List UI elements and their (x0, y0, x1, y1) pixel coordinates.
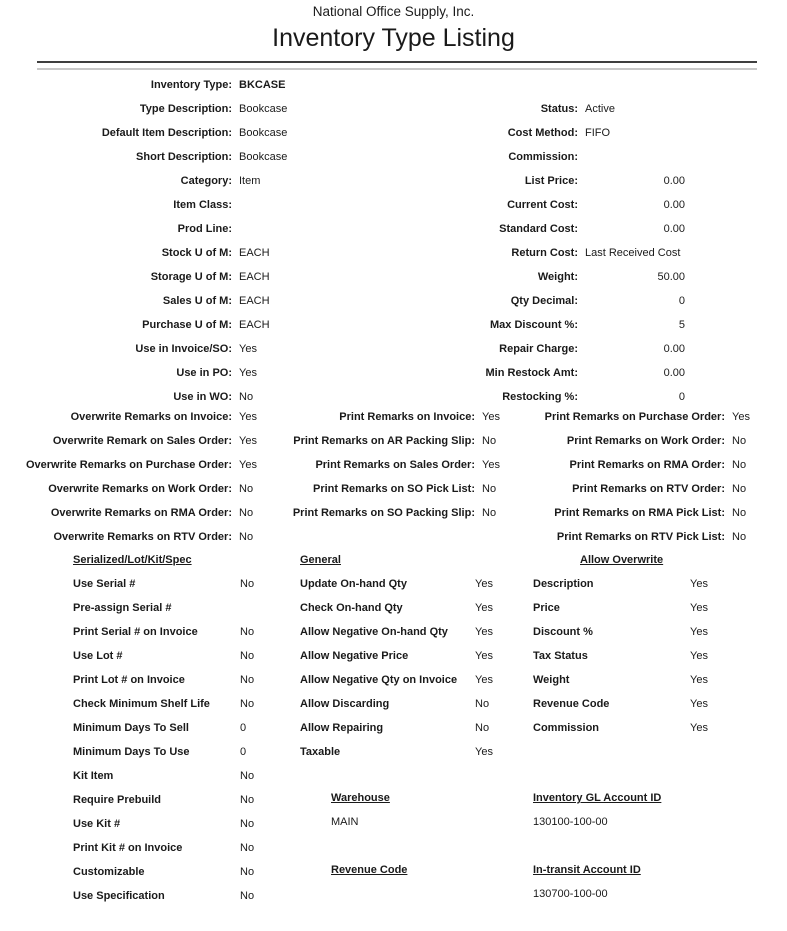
field-label: Price (533, 602, 560, 614)
field-value: Yes (239, 435, 257, 447)
field-row (300, 740, 493, 764)
field-value: 0 (678, 295, 685, 307)
field-row (300, 572, 493, 596)
header-divider-light (37, 68, 757, 70)
field-value: No (240, 626, 255, 638)
field-row (73, 836, 254, 860)
field-row (0, 361, 287, 385)
field-value: EACH (239, 319, 270, 331)
field-label: Weight: (537, 271, 578, 283)
field-row (73, 572, 254, 596)
field-value: No (240, 794, 255, 806)
field-value: No (475, 722, 490, 734)
field-row (0, 405, 257, 429)
field-value: Item (239, 175, 261, 187)
field-value: EACH (239, 295, 270, 307)
field-label: Category: (180, 175, 232, 187)
field-row (73, 692, 254, 716)
field-value: Yes (482, 459, 500, 471)
field-label: Print Remarks on AR Packing Slip: (293, 435, 475, 447)
field-row (0, 477, 257, 501)
field-value: No (240, 674, 255, 686)
field-label: Overwrite Remark on Sales Order: (52, 435, 232, 447)
field-label: Current Cost: (507, 199, 578, 211)
field-row (0, 313, 287, 337)
field-row (73, 644, 254, 668)
field-value: No (732, 483, 747, 495)
field-row (0, 169, 287, 193)
field-value: Yes (239, 367, 257, 379)
field-label: Short Description: (136, 151, 232, 163)
field-value: No (240, 698, 255, 710)
field-label: Allow Negative Price (300, 650, 409, 662)
field-value: Bookcase (239, 127, 288, 139)
in-transit-account-value: 130700-100-00 (533, 888, 608, 900)
field-label: Prod Line: (177, 223, 232, 235)
field-value: No (482, 507, 497, 519)
field-value: No (239, 531, 254, 543)
field-row (73, 764, 254, 788)
field-row (0, 121, 287, 145)
field-value: Yes (690, 722, 708, 734)
header-divider-dark (37, 61, 757, 63)
field-row (0, 501, 257, 525)
field-value: 0.00 (663, 223, 685, 235)
field-value: Yes (475, 578, 493, 590)
field-row (520, 525, 750, 549)
section-header-general: General (300, 554, 341, 566)
field-label: Check Minimum Shelf Life (73, 698, 210, 710)
field-row (400, 313, 685, 337)
field-label: Overwrite Remarks on RTV Order: (53, 531, 232, 543)
field-row (400, 169, 685, 193)
field-row (533, 572, 708, 596)
field-row (400, 265, 685, 289)
field-label: Standard Cost: (499, 223, 578, 235)
field-label: Use Serial # (73, 578, 136, 590)
field-row (73, 620, 254, 644)
field-value: No (732, 531, 747, 543)
field-label: Use Specification (73, 890, 165, 902)
field-row (73, 788, 254, 812)
field-row (73, 884, 254, 908)
field-row (400, 361, 685, 385)
field-row (270, 477, 500, 501)
field-label: Stock U of M: (161, 247, 232, 259)
field-value: 0.00 (663, 199, 685, 211)
field-value: No (475, 698, 490, 710)
field-label: Status: (540, 103, 578, 115)
field-value: 50.00 (657, 271, 685, 283)
field-label: Overwrite Remarks on Invoice: (70, 411, 232, 423)
field-row (300, 668, 493, 692)
field-row (533, 620, 708, 644)
field-value: 0.00 (663, 343, 685, 355)
field-row (400, 121, 685, 145)
field-row (73, 668, 254, 692)
field-value: 0.00 (663, 175, 685, 187)
allow-overwrite-items (533, 572, 708, 740)
field-row (520, 501, 750, 525)
field-value: Yes (239, 343, 257, 355)
field-label: Print Remarks on SO Pick List: (313, 483, 475, 495)
field-label: Restocking %: (502, 391, 578, 403)
field-row (270, 429, 500, 453)
field-value: Bookcase (239, 151, 288, 163)
field-label: Use Lot # (73, 650, 123, 662)
top-left-fields (0, 73, 287, 409)
field-value: 0 (240, 746, 247, 758)
field-row (533, 644, 708, 668)
field-value: Yes (239, 459, 257, 471)
field-label: Print Remarks on RMA Order: (569, 459, 725, 471)
field-value: Yes (690, 602, 708, 614)
field-row (270, 501, 500, 525)
field-value: Yes (690, 650, 708, 662)
field-label: Taxable (300, 746, 341, 758)
field-value: Yes (475, 674, 493, 686)
print-remarks-purchase-column (520, 405, 750, 549)
field-value: EACH (239, 271, 270, 283)
field-row (0, 73, 287, 97)
field-label: Print Kit # on Invoice (73, 842, 183, 854)
field-label: Tax Status (533, 650, 588, 662)
section-header-serialized: Serialized/Lot/Kit/Spec (73, 554, 192, 566)
field-value: No (240, 818, 255, 830)
field-row (533, 596, 708, 620)
field-value: Yes (475, 626, 493, 638)
field-row (400, 337, 685, 361)
field-value: No (732, 459, 747, 471)
field-label: Allow Repairing (300, 722, 384, 734)
field-row (0, 289, 287, 313)
field-value: 0 (678, 391, 685, 403)
field-label: Inventory Type: (150, 79, 232, 91)
field-label: Cost Method: (507, 127, 578, 139)
field-row (300, 716, 493, 740)
field-row (520, 477, 750, 501)
field-row (520, 405, 750, 429)
field-label: Allow Discarding (300, 698, 390, 710)
field-row (0, 265, 287, 289)
field-row (0, 429, 257, 453)
field-value: No (239, 507, 254, 519)
field-label: Purchase U of M: (142, 319, 232, 331)
field-row (533, 692, 708, 716)
field-label: Discount % (533, 626, 593, 638)
section-header-revenue-code: Revenue Code (331, 864, 408, 876)
field-value: No (732, 507, 747, 519)
field-row (300, 596, 493, 620)
field-row (400, 289, 685, 313)
field-label: Description (533, 578, 594, 590)
field-label: Print Remarks on Work Order: (566, 435, 725, 447)
field-row (73, 860, 254, 884)
field-row (270, 453, 500, 477)
field-label: Require Prebuild (73, 794, 162, 806)
field-value: 0 (240, 722, 247, 734)
field-row (533, 668, 708, 692)
section-header-allow-overwrite: Allow Overwrite (580, 554, 664, 566)
field-row (400, 217, 685, 241)
field-label: Commission (533, 722, 600, 734)
field-label: Allow Negative Qty on Invoice (300, 674, 458, 686)
field-label: Overwrite Remarks on Work Order: (48, 483, 232, 495)
field-label: Customizable (73, 866, 145, 878)
field-value: No (240, 890, 255, 902)
field-label: Print Serial # on Invoice (73, 626, 198, 638)
field-label: Print Remarks on SO Packing Slip: (292, 507, 475, 519)
field-value: No (240, 866, 255, 878)
field-label: Print Remarks on RTV Order: (572, 483, 725, 495)
field-value: Yes (475, 650, 493, 662)
field-label: Overwrite Remarks on RMA Order: (50, 507, 232, 519)
field-row (270, 405, 500, 429)
field-row (400, 97, 685, 121)
field-row (300, 692, 493, 716)
field-label: Commission: (508, 151, 578, 163)
field-row (0, 217, 287, 241)
field-row (0, 241, 287, 265)
field-value: 0.00 (663, 367, 685, 379)
field-label: Return Cost: (511, 247, 578, 259)
field-row (73, 812, 254, 836)
top-right-fields (400, 97, 685, 409)
field-value: No (732, 435, 747, 447)
field-value: Yes (690, 626, 708, 638)
field-label: Use Kit # (73, 818, 121, 830)
field-label: Type Description: (139, 103, 232, 115)
section-header-inventory-gl-account: Inventory GL Account ID (533, 792, 662, 804)
print-remarks-sales-column (270, 405, 500, 525)
warehouse-value: MAIN (331, 816, 359, 828)
field-value: Yes (482, 411, 500, 423)
field-value: Bookcase (239, 103, 288, 115)
field-label: Print Remarks on Purchase Order: (544, 411, 725, 423)
field-value: EACH (239, 247, 270, 259)
field-row (400, 193, 685, 217)
field-label: Qty Decimal: (510, 295, 578, 307)
field-value: Active (585, 103, 615, 115)
field-row (73, 596, 254, 620)
field-row (400, 241, 685, 265)
company-name: National Office Supply, Inc. (312, 4, 475, 19)
report-title: Inventory Type Listing (272, 24, 515, 52)
field-value: No (240, 770, 255, 782)
field-label: Max Discount %: (489, 319, 578, 331)
field-label: Overwrite Remarks on Purchase Order: (25, 459, 232, 471)
field-value: Yes (690, 674, 708, 686)
field-label: Check On-hand Qty (300, 602, 403, 614)
field-label: Print Remarks on Sales Order: (315, 459, 475, 471)
field-value: 5 (678, 319, 685, 331)
field-label: Allow Negative On-hand Qty (300, 626, 448, 638)
field-row (520, 429, 750, 453)
field-label: Print Remarks on RMA Pick List: (554, 507, 725, 519)
overwrite-remarks-column (0, 405, 257, 549)
field-row (73, 740, 254, 764)
field-value: Yes (475, 602, 493, 614)
field-label: Minimum Days To Use (73, 746, 190, 758)
field-label: Use in Invoice/SO: (135, 343, 232, 355)
field-value: No (482, 435, 497, 447)
field-label: Print Remarks on Invoice: (339, 411, 475, 423)
field-label: Item Class: (173, 199, 232, 211)
field-value: Yes (475, 746, 493, 758)
field-label: Weight (533, 674, 570, 686)
section-header-in-transit-account: In-transit Account ID (533, 864, 641, 876)
field-row (0, 525, 257, 549)
field-value: Yes (732, 411, 750, 423)
field-value: Last Received Cost (585, 247, 681, 259)
section-header-warehouse: Warehouse (331, 792, 390, 804)
field-value: No (239, 483, 254, 495)
field-row (0, 193, 287, 217)
field-value: No (239, 391, 254, 403)
field-label: Print Lot # on Invoice (73, 674, 185, 686)
field-value: Yes (239, 411, 257, 423)
field-row (533, 716, 708, 740)
field-label: Revenue Code (533, 698, 610, 710)
field-row (300, 620, 493, 644)
field-value: No (240, 650, 255, 662)
field-value: Yes (690, 578, 708, 590)
field-value: FIFO (585, 127, 611, 139)
field-row (400, 145, 685, 169)
field-value: No (240, 842, 255, 854)
field-label: Default Item Description: (101, 127, 232, 139)
field-value: BKCASE (239, 79, 286, 91)
field-label: Kit Item (73, 770, 114, 782)
field-row (0, 145, 287, 169)
serialized-items (73, 572, 254, 908)
field-label: Pre-assign Serial # (73, 602, 172, 614)
field-label: List Price: (524, 175, 578, 187)
field-label: Use in WO: (173, 391, 232, 403)
inventory-gl-account-value: 130100-100-00 (533, 816, 608, 828)
field-value: Yes (690, 698, 708, 710)
field-label: Storage U of M: (150, 271, 232, 283)
field-label: Sales U of M: (162, 295, 232, 307)
general-items (300, 572, 493, 764)
field-row (0, 97, 287, 121)
field-label: Min Restock Amt: (485, 367, 578, 379)
field-row (0, 337, 287, 361)
field-value: No (482, 483, 497, 495)
field-row (520, 453, 750, 477)
field-label: Print Remarks on RTV Pick List: (556, 531, 725, 543)
field-label: Use in PO: (176, 367, 232, 379)
field-label: Repair Charge: (499, 343, 578, 355)
field-row (300, 644, 493, 668)
field-row (73, 716, 254, 740)
field-value: No (240, 578, 255, 590)
field-row (0, 453, 257, 477)
field-label: Minimum Days To Sell (73, 722, 189, 734)
field-label: Update On-hand Qty (300, 578, 407, 590)
